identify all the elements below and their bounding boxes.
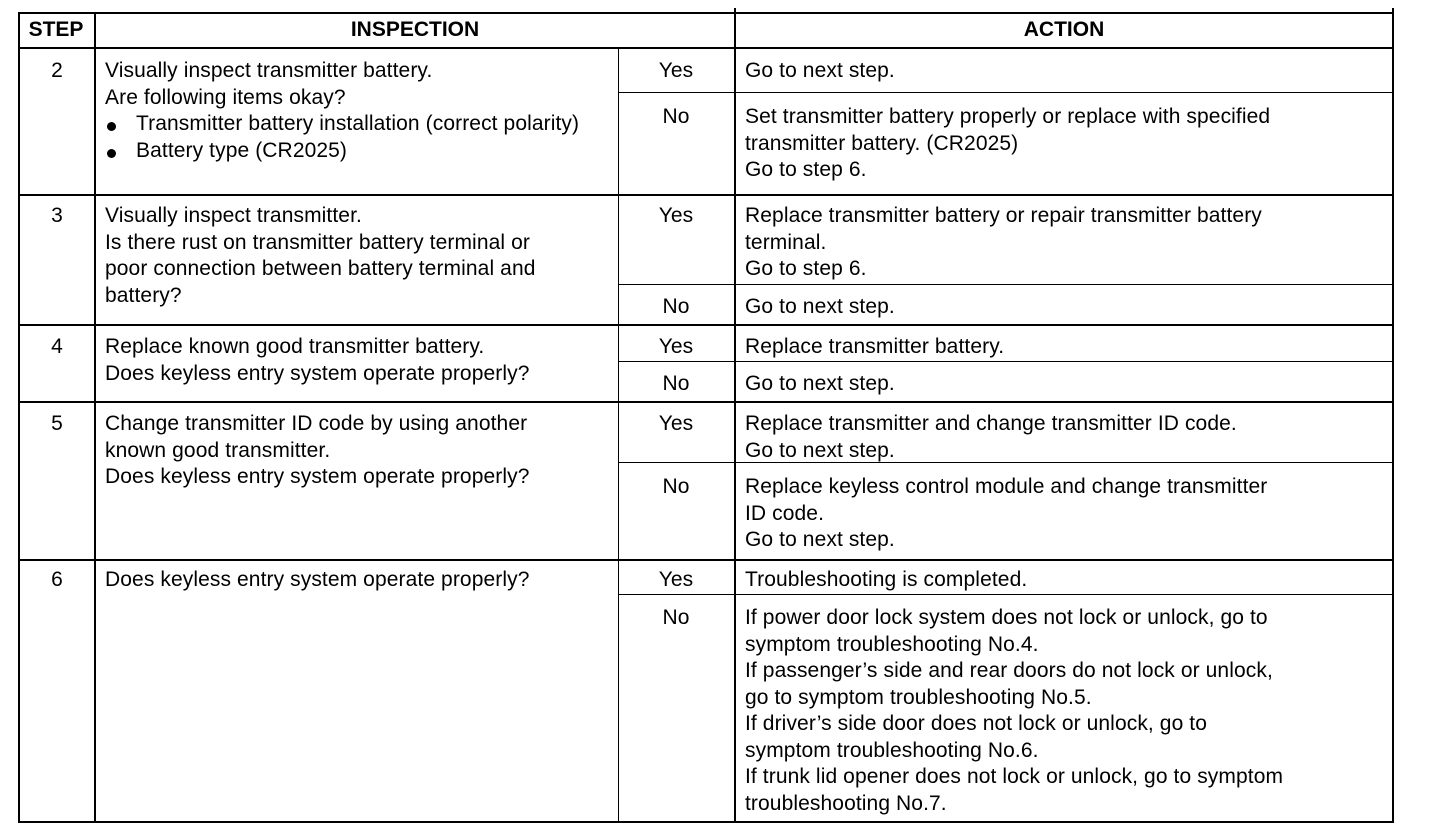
yes-action [745, 567, 1027, 594]
text-line: troubleshooting No.7. [745, 791, 947, 815]
inspection-text [105, 567, 529, 594]
grid-line [18, 401, 1394, 403]
bullet-list [105, 111, 605, 164]
text-line: Replace transmitter and change transmitter ID code. [745, 412, 1237, 435]
text-line: Troubleshooting is completed. [745, 568, 1028, 591]
no-label: No [662, 606, 690, 629]
grid-line [18, 194, 1394, 196]
text-line: Visually inspect transmitter. [105, 204, 362, 227]
text-line: Does keyless entry system operate properly? [105, 568, 530, 591]
text-line: battery? [105, 283, 182, 307]
text-line: If driver’s side door does not lock or unlock, go to [745, 712, 1208, 735]
step-number: 6 [51, 568, 63, 591]
yes-action [745, 203, 1262, 283]
yes-label: Yes [658, 335, 694, 358]
yes-action [745, 58, 895, 85]
grid-line [618, 92, 1393, 93]
no-action [745, 474, 1267, 554]
header-action: ACTION [1023, 18, 1105, 41]
bullet-dot-icon [107, 122, 116, 131]
grid-line [18, 47, 1394, 49]
text-line: Go to step 6. [745, 158, 867, 181]
no-label: No [662, 295, 690, 318]
yes-label: Yes [658, 568, 694, 591]
text-line: If trunk lid opener does not lock or unlock, go to symptom [745, 765, 1284, 788]
step-number: 4 [51, 335, 63, 358]
text-line: Change transmitter ID code by using another [105, 412, 528, 435]
grid-line [94, 12, 96, 823]
text-line: Does keyless entry system operate properly? [105, 361, 530, 385]
text-line: If passenger’s side and rear doors do not lock or unlock, [745, 659, 1273, 682]
text-line: symptom troubleshooting No.4. [745, 632, 1039, 656]
yes-action [745, 334, 1004, 361]
inspection-text [105, 411, 529, 491]
text-line: Replace transmitter battery or repair transmitter battery [745, 204, 1262, 227]
text-line: terminal. [745, 230, 827, 254]
text-line: Go to next step. [745, 372, 895, 395]
text-line: Go to next step. [745, 295, 895, 318]
text-line: symptom troubleshooting No.6. [745, 738, 1039, 762]
text-line: go to symptom troubleshooting No.5. [745, 685, 1092, 709]
yes-label: Yes [658, 204, 694, 227]
text-line: Visually inspect transmitter battery. [105, 59, 433, 82]
no-action [745, 294, 895, 321]
grid-line [18, 324, 1394, 326]
text-line: poor connection between battery terminal and [105, 257, 536, 280]
no-action [745, 371, 895, 398]
inspection-text [105, 334, 529, 387]
text-line: Go to step 6. [745, 257, 867, 280]
grid-line [618, 284, 1393, 285]
text-line: Replace transmitter battery. [745, 335, 1005, 358]
header-inspection: INSPECTION [350, 18, 480, 41]
inspection-text [105, 58, 605, 164]
no-action [745, 104, 1270, 184]
grid-line [18, 821, 1394, 823]
text-line: Go to next step. [745, 59, 895, 82]
no-label: No [662, 105, 690, 128]
step-number: 2 [51, 59, 63, 82]
no-action [745, 605, 1283, 817]
step-number: 3 [51, 204, 63, 227]
bullet-text: Transmitter battery installation (correct polarity) [136, 112, 580, 135]
no-label: No [662, 372, 690, 395]
grid-line [734, 8, 736, 823]
text-line: Are following items okay? [105, 85, 346, 109]
text-line: known good transmitter. [105, 438, 331, 462]
text-line: Replace keyless control module and change transmitter [745, 475, 1268, 498]
text-line: transmitter battery. (CR2025) [745, 131, 1019, 155]
text-line: Is there rust on transmitter battery terminal or [105, 230, 530, 254]
bullet-dot-icon [107, 149, 116, 158]
text-line: Go to next step. [745, 528, 895, 551]
yes-label: Yes [658, 412, 694, 435]
grid-line [1392, 8, 1394, 823]
text-line: If power door lock system does not lock or unlock, go to [745, 606, 1268, 629]
no-label: No [662, 475, 690, 498]
grid-line [618, 594, 1393, 595]
text-line: Does keyless entry system operate properly? [105, 465, 530, 488]
bullet-item [105, 111, 596, 138]
bullet-text: Battery type (CR2025) [136, 138, 348, 162]
text-line: Replace known good transmitter battery. [105, 335, 485, 358]
yes-action [745, 411, 1237, 464]
text-line: ID code. [745, 501, 825, 525]
grid-line [18, 12, 1394, 14]
inspection-text [105, 203, 536, 309]
yes-label: Yes [658, 59, 694, 82]
grid-line [618, 361, 1393, 362]
header-step: STEP [28, 18, 84, 41]
text-line: Go to next step. [745, 438, 895, 462]
text-line: Set transmitter battery properly or replace with specified [745, 105, 1271, 128]
grid-line [18, 559, 1394, 561]
step-number: 5 [51, 412, 63, 435]
bullet-item [105, 138, 596, 165]
